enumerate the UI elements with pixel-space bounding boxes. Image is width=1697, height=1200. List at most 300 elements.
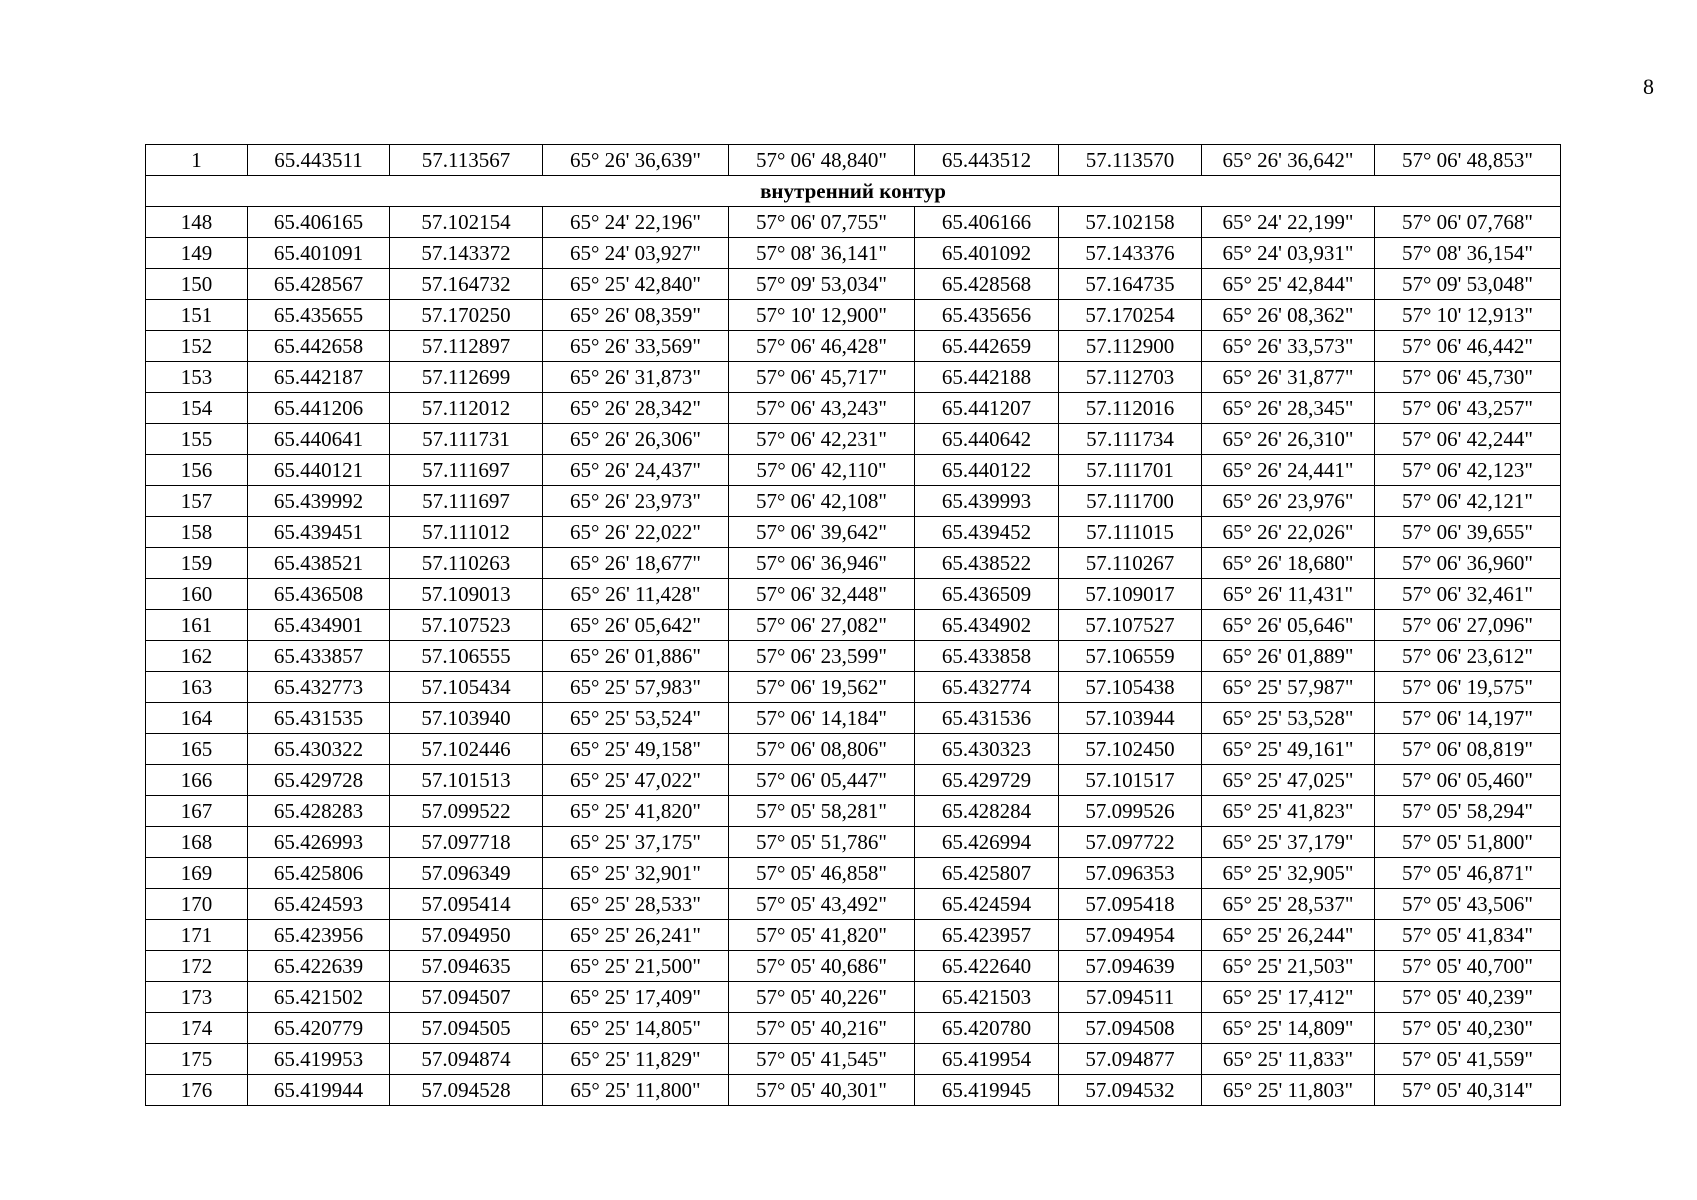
table-cell: 57.107523 <box>390 610 543 641</box>
table-cell: 65.429729 <box>915 765 1059 796</box>
table-cell: 57° 06' 36,946" <box>729 548 915 579</box>
table-cell: 65° 26' 18,680" <box>1202 548 1375 579</box>
table-cell: 57.099526 <box>1059 796 1202 827</box>
table-row <box>146 207 1561 238</box>
table-cell: 65° 25' 42,840" <box>543 269 729 300</box>
table-cell: 57° 05' 43,492" <box>729 889 915 920</box>
table-row <box>146 362 1561 393</box>
table-cell: 65° 25' 21,500" <box>543 951 729 982</box>
table-cell: 65° 26' 23,976" <box>1202 486 1375 517</box>
table-cell: 65° 25' 57,987" <box>1202 672 1375 703</box>
table-cell: 65° 25' 53,524" <box>543 703 729 734</box>
table-cell: 65° 25' 41,820" <box>543 796 729 827</box>
table-cell: 57.096353 <box>1059 858 1202 889</box>
table-cell: 57.107527 <box>1059 610 1202 641</box>
table-cell: 65.432774 <box>915 672 1059 703</box>
table-cell: 57.111734 <box>1059 424 1202 455</box>
table-cell: 57° 06' 48,853" <box>1375 145 1561 176</box>
table-cell: 57° 05' 51,800" <box>1375 827 1561 858</box>
table-cell: 65.439993 <box>915 486 1059 517</box>
table-cell: 65.419953 <box>248 1044 390 1075</box>
table-cell: 65.421503 <box>915 982 1059 1013</box>
table-cell: 57.112897 <box>390 331 543 362</box>
table-cell: 57.111697 <box>390 486 543 517</box>
table-cell: 57.094639 <box>1059 951 1202 982</box>
table-cell: 65° 25' 26,244" <box>1202 920 1375 951</box>
table-row <box>146 951 1561 982</box>
table-cell: 57° 06' 19,562" <box>729 672 915 703</box>
table-row <box>146 1044 1561 1075</box>
table-cell: 65° 25' 37,175" <box>543 827 729 858</box>
table-cell: 57.170250 <box>390 300 543 331</box>
table-cell: 57.105434 <box>390 672 543 703</box>
table-row <box>146 858 1561 889</box>
table-cell: 57° 06' 46,442" <box>1375 331 1561 362</box>
table-cell: 57.094505 <box>390 1013 543 1044</box>
table-cell: 170 <box>146 889 248 920</box>
table-cell: 65° 26' 11,428" <box>543 579 729 610</box>
table-cell: 65.428283 <box>248 796 390 827</box>
table-cell: 65° 26' 18,677" <box>543 548 729 579</box>
table-cell: 65.442658 <box>248 331 390 362</box>
table-cell: 65° 25' 11,803" <box>1202 1075 1375 1106</box>
table-cell: 65° 25' 49,158" <box>543 734 729 765</box>
table-cell: 65.425806 <box>248 858 390 889</box>
table-row <box>146 1075 1561 1106</box>
table-cell: 65.433857 <box>248 641 390 672</box>
table-row <box>146 982 1561 1013</box>
table-cell: 65.439451 <box>248 517 390 548</box>
table-cell: 57.094528 <box>390 1075 543 1106</box>
table-cell: 57° 05' 40,700" <box>1375 951 1561 982</box>
table-row <box>146 393 1561 424</box>
table-cell: 57.094507 <box>390 982 543 1013</box>
table-cell: 65° 25' 41,823" <box>1202 796 1375 827</box>
table-row <box>146 734 1561 765</box>
table-cell: 65.406166 <box>915 207 1059 238</box>
table-cell: 57.143376 <box>1059 238 1202 269</box>
table-cell: 171 <box>146 920 248 951</box>
table-cell: 57.094874 <box>390 1044 543 1075</box>
table-cell: 57° 06' 07,755" <box>729 207 915 238</box>
table-cell: 65.420780 <box>915 1013 1059 1044</box>
table-cell: 65.428567 <box>248 269 390 300</box>
table-cell: 57° 05' 40,216" <box>729 1013 915 1044</box>
table-cell: 57° 06' 45,730" <box>1375 362 1561 393</box>
table-cell: 57° 05' 51,786" <box>729 827 915 858</box>
table-cell: 65.438522 <box>915 548 1059 579</box>
table-cell: 65.422640 <box>915 951 1059 982</box>
table-cell: 57° 06' 43,257" <box>1375 393 1561 424</box>
table-cell: 65° 26' 22,022" <box>543 517 729 548</box>
table-cell: 57.113570 <box>1059 145 1202 176</box>
table-row <box>146 703 1561 734</box>
table-cell: 57.094635 <box>390 951 543 982</box>
table-cell: 57° 05' 58,281" <box>729 796 915 827</box>
table-cell: 57.105438 <box>1059 672 1202 703</box>
table-cell: 57.103944 <box>1059 703 1202 734</box>
table-cell: 57.111731 <box>390 424 543 455</box>
table-cell: 57.097722 <box>1059 827 1202 858</box>
table-cell: 65.421502 <box>248 982 390 1013</box>
table-cell: 65° 26' 28,342" <box>543 393 729 424</box>
table-cell: 65° 26' 22,026" <box>1202 517 1375 548</box>
table-cell: 57° 06' 42,123" <box>1375 455 1561 486</box>
table-row <box>146 331 1561 362</box>
table-cell: 65.430322 <box>248 734 390 765</box>
table-cell: 65° 26' 08,362" <box>1202 300 1375 331</box>
table-cell: 65.440641 <box>248 424 390 455</box>
table-cell: 57° 06' 19,575" <box>1375 672 1561 703</box>
table-cell: 65° 25' 53,528" <box>1202 703 1375 734</box>
table-cell: 174 <box>146 1013 248 1044</box>
table-cell: 65.434902 <box>915 610 1059 641</box>
table-cell: 65.426994 <box>915 827 1059 858</box>
section-header <box>146 176 1561 207</box>
table-cell: 65° 25' 11,833" <box>1202 1044 1375 1075</box>
table-cell: 173 <box>146 982 248 1013</box>
table-cell: 57.109017 <box>1059 579 1202 610</box>
table-cell: 65° 25' 14,805" <box>543 1013 729 1044</box>
table-row <box>146 765 1561 796</box>
table-cell: 57° 06' 32,461" <box>1375 579 1561 610</box>
table-row <box>146 889 1561 920</box>
table-cell: 57° 06' 46,428" <box>729 331 915 362</box>
table-cell: 57.111701 <box>1059 455 1202 486</box>
table-cell: 57° 05' 40,230" <box>1375 1013 1561 1044</box>
table-cell: 57° 06' 05,447" <box>729 765 915 796</box>
table-cell: 65.424593 <box>248 889 390 920</box>
table-row <box>146 827 1561 858</box>
table-cell: 57° 06' 27,082" <box>729 610 915 641</box>
table-cell: 65.440642 <box>915 424 1059 455</box>
table-cell: 57° 05' 46,871" <box>1375 858 1561 889</box>
section-row <box>146 176 1561 207</box>
table-cell: 57.112900 <box>1059 331 1202 362</box>
table-cell: 57° 06' 48,840" <box>729 145 915 176</box>
table-cell: 57.111700 <box>1059 486 1202 517</box>
table-cell: 164 <box>146 703 248 734</box>
table-cell: 57.143372 <box>390 238 543 269</box>
table-cell: 57.099522 <box>390 796 543 827</box>
table-cell: 65.434901 <box>248 610 390 641</box>
table-cell: 57.112699 <box>390 362 543 393</box>
table-cell: 57.095414 <box>390 889 543 920</box>
table-cell: 57° 05' 40,686" <box>729 951 915 982</box>
coordinates-table <box>145 144 1561 1106</box>
table-cell: 65° 26' 05,642" <box>543 610 729 641</box>
table-cell: 65° 26' 31,873" <box>543 362 729 393</box>
table-cell: 65° 25' 21,503" <box>1202 951 1375 982</box>
table-row <box>146 300 1561 331</box>
table-cell: 57° 06' 42,108" <box>729 486 915 517</box>
table-cell: 65.426993 <box>248 827 390 858</box>
table-cell: 57° 10' 12,900" <box>729 300 915 331</box>
table-cell: 65.440122 <box>915 455 1059 486</box>
table-cell: 65° 24' 03,931" <box>1202 238 1375 269</box>
table-cell: 65.406165 <box>248 207 390 238</box>
table-cell: 57° 05' 40,314" <box>1375 1075 1561 1106</box>
rows-before <box>146 145 1561 176</box>
table-cell: 159 <box>146 548 248 579</box>
table-cell: 65.401092 <box>915 238 1059 269</box>
table-cell: 65° 26' 24,437" <box>543 455 729 486</box>
table-cell: 57° 05' 43,506" <box>1375 889 1561 920</box>
table-cell: 65° 26' 23,973" <box>543 486 729 517</box>
table-row <box>146 238 1561 269</box>
table-cell: 65° 24' 22,196" <box>543 207 729 238</box>
table-cell: 162 <box>146 641 248 672</box>
table-cell: 57° 06' 42,231" <box>729 424 915 455</box>
table-cell: 153 <box>146 362 248 393</box>
table-cell: 65.435655 <box>248 300 390 331</box>
table-cell: 149 <box>146 238 248 269</box>
table-cell: 65° 26' 05,646" <box>1202 610 1375 641</box>
table-cell: 65° 25' 28,533" <box>543 889 729 920</box>
table-cell: 57.103940 <box>390 703 543 734</box>
table-cell: 57.094508 <box>1059 1013 1202 1044</box>
table-cell: 57.112012 <box>390 393 543 424</box>
table-cell: 57° 06' 08,806" <box>729 734 915 765</box>
table-cell: 65.442188 <box>915 362 1059 393</box>
table-cell: 57° 06' 39,642" <box>729 517 915 548</box>
table-cell: 57.106555 <box>390 641 543 672</box>
table-cell: 65° 26' 24,441" <box>1202 455 1375 486</box>
table-cell: 65.401091 <box>248 238 390 269</box>
table-cell: 57.102154 <box>390 207 543 238</box>
table-cell: 57° 09' 53,034" <box>729 269 915 300</box>
table-cell: 161 <box>146 610 248 641</box>
table-cell: 65° 25' 47,025" <box>1202 765 1375 796</box>
table-cell: 158 <box>146 517 248 548</box>
table-cell: 57.164735 <box>1059 269 1202 300</box>
table-cell: 65.438521 <box>248 548 390 579</box>
table-cell: 65° 25' 32,905" <box>1202 858 1375 889</box>
table-cell: 163 <box>146 672 248 703</box>
table-cell: 57° 06' 08,819" <box>1375 734 1561 765</box>
table-cell: 65° 26' 01,889" <box>1202 641 1375 672</box>
table-cell: 57.113567 <box>390 145 543 176</box>
table-cell: 65.435656 <box>915 300 1059 331</box>
table-cell: 150 <box>146 269 248 300</box>
table-cell: 65.442187 <box>248 362 390 393</box>
table-cell: 65° 26' 28,345" <box>1202 393 1375 424</box>
table-cell: 65° 25' 26,241" <box>543 920 729 951</box>
table-cell: 57° 06' 42,121" <box>1375 486 1561 517</box>
table-cell: 57.111015 <box>1059 517 1202 548</box>
table-cell: 65° 26' 26,310" <box>1202 424 1375 455</box>
table-cell: 65° 26' 31,877" <box>1202 362 1375 393</box>
table-cell: 57.094511 <box>1059 982 1202 1013</box>
table-cell: 65° 24' 03,927" <box>543 238 729 269</box>
table-cell: 57° 06' 45,717" <box>729 362 915 393</box>
table-cell: 65.436508 <box>248 579 390 610</box>
table-row <box>146 672 1561 703</box>
table-cell: 65.419944 <box>248 1075 390 1106</box>
table-cell: 151 <box>146 300 248 331</box>
table-cell: 65.432773 <box>248 672 390 703</box>
table-cell: 65.443512 <box>915 145 1059 176</box>
table-cell: 57° 05' 41,834" <box>1375 920 1561 951</box>
table-cell: 160 <box>146 579 248 610</box>
table-cell: 57.102446 <box>390 734 543 765</box>
table-row <box>146 641 1561 672</box>
table-cell: 65° 25' 11,829" <box>543 1044 729 1075</box>
table-cell: 57.094532 <box>1059 1075 1202 1106</box>
table-cell: 65° 25' 37,179" <box>1202 827 1375 858</box>
table-cell: 57° 06' 23,599" <box>729 641 915 672</box>
table-cell: 57° 06' 36,960" <box>1375 548 1561 579</box>
table-row <box>146 424 1561 455</box>
table-cell: 65.428568 <box>915 269 1059 300</box>
table-cell: 57.097718 <box>390 827 543 858</box>
table-cell: 65.424594 <box>915 889 1059 920</box>
table-cell: 65.441206 <box>248 393 390 424</box>
table-cell: 65.428284 <box>915 796 1059 827</box>
table-cell: 168 <box>146 827 248 858</box>
table-cell: 65° 25' 11,800" <box>543 1075 729 1106</box>
table-cell: 65° 25' 17,412" <box>1202 982 1375 1013</box>
table-cell: 65° 26' 33,569" <box>543 331 729 362</box>
table-cell: 57.109013 <box>390 579 543 610</box>
table-cell: 65.429728 <box>248 765 390 796</box>
table-cell: 57.094950 <box>390 920 543 951</box>
table-cell: 65° 25' 14,809" <box>1202 1013 1375 1044</box>
table-cell: 65° 26' 01,886" <box>543 641 729 672</box>
table-cell: 57° 05' 41,545" <box>729 1044 915 1075</box>
table-cell: 65.441207 <box>915 393 1059 424</box>
table-row <box>146 455 1561 486</box>
table-cell: 57° 05' 41,559" <box>1375 1044 1561 1075</box>
table-row <box>146 1013 1561 1044</box>
table-row <box>146 486 1561 517</box>
table-cell: 65.419954 <box>915 1044 1059 1075</box>
table-cell: 65° 26' 11,431" <box>1202 579 1375 610</box>
table-cell: 57.164732 <box>390 269 543 300</box>
table-cell: 65.431535 <box>248 703 390 734</box>
table-cell: 65.420779 <box>248 1013 390 1044</box>
table-cell: 57° 05' 58,294" <box>1375 796 1561 827</box>
table-cell: 167 <box>146 796 248 827</box>
table-cell: 57.112703 <box>1059 362 1202 393</box>
table-row <box>146 920 1561 951</box>
table-cell: 57.094877 <box>1059 1044 1202 1075</box>
table-cell: 57° 05' 46,858" <box>729 858 915 889</box>
table-cell: 57° 06' 27,096" <box>1375 610 1561 641</box>
table-cell: 57.110263 <box>390 548 543 579</box>
table-row <box>146 145 1561 176</box>
table-cell: 65° 25' 47,022" <box>543 765 729 796</box>
table-cell: 65.430323 <box>915 734 1059 765</box>
table-cell: 57.101517 <box>1059 765 1202 796</box>
table-cell: 57° 06' 42,244" <box>1375 424 1561 455</box>
table-cell: 57° 06' 14,197" <box>1375 703 1561 734</box>
table-cell: 57° 06' 43,243" <box>729 393 915 424</box>
table-row <box>146 269 1561 300</box>
table-cell: 65° 25' 32,901" <box>543 858 729 889</box>
table-cell: 175 <box>146 1044 248 1075</box>
table-row <box>146 796 1561 827</box>
table-cell: 57.102158 <box>1059 207 1202 238</box>
table-cell: 65.423956 <box>248 920 390 951</box>
section-title: внутренний контур <box>146 176 1561 207</box>
table-row <box>146 579 1561 610</box>
table-cell: 65° 26' 36,642" <box>1202 145 1375 176</box>
table-cell: 65° 26' 36,639" <box>543 145 729 176</box>
table-row <box>146 548 1561 579</box>
rows-after <box>146 207 1561 1106</box>
table-cell: 57.111012 <box>390 517 543 548</box>
table-cell: 57° 08' 36,141" <box>729 238 915 269</box>
table-cell: 169 <box>146 858 248 889</box>
table-cell: 65.433858 <box>915 641 1059 672</box>
table-cell: 65.422639 <box>248 951 390 982</box>
table-cell: 57° 06' 05,460" <box>1375 765 1561 796</box>
table-cell: 165 <box>146 734 248 765</box>
table-cell: 57° 08' 36,154" <box>1375 238 1561 269</box>
table-cell: 57° 06' 14,184" <box>729 703 915 734</box>
table-cell: 65.442659 <box>915 331 1059 362</box>
table-cell: 65.431536 <box>915 703 1059 734</box>
table-cell: 65° 25' 57,983" <box>543 672 729 703</box>
table-cell: 65.439992 <box>248 486 390 517</box>
table-row <box>146 517 1561 548</box>
table-cell: 57.111697 <box>390 455 543 486</box>
table-cell: 156 <box>146 455 248 486</box>
table-cell: 166 <box>146 765 248 796</box>
table-cell: 148 <box>146 207 248 238</box>
table-cell: 65.436509 <box>915 579 1059 610</box>
table-cell: 65° 25' 42,844" <box>1202 269 1375 300</box>
table-cell: 65° 26' 33,573" <box>1202 331 1375 362</box>
table-row <box>146 610 1561 641</box>
table-cell: 155 <box>146 424 248 455</box>
table-cell: 57.102450 <box>1059 734 1202 765</box>
table-cell: 57° 06' 42,110" <box>729 455 915 486</box>
table-cell: 57.112016 <box>1059 393 1202 424</box>
table-cell: 57° 05' 40,226" <box>729 982 915 1013</box>
table-cell: 57.094954 <box>1059 920 1202 951</box>
table-cell: 57° 06' 07,768" <box>1375 207 1561 238</box>
table-cell: 154 <box>146 393 248 424</box>
page-number: 8 <box>1643 74 1654 99</box>
table-cell: 65.439452 <box>915 517 1059 548</box>
table-cell: 57° 05' 40,239" <box>1375 982 1561 1013</box>
table-cell: 157 <box>146 486 248 517</box>
table-cell: 1 <box>146 145 248 176</box>
table-cell: 57° 09' 53,048" <box>1375 269 1561 300</box>
table-cell: 57° 10' 12,913" <box>1375 300 1561 331</box>
table-cell: 57.096349 <box>390 858 543 889</box>
table-cell: 57° 05' 41,820" <box>729 920 915 951</box>
table-cell: 65.423957 <box>915 920 1059 951</box>
table-cell: 65° 25' 49,161" <box>1202 734 1375 765</box>
table-cell: 57° 06' 32,448" <box>729 579 915 610</box>
table-cell: 57° 06' 23,612" <box>1375 641 1561 672</box>
table-cell: 57° 05' 40,301" <box>729 1075 915 1106</box>
table-cell: 172 <box>146 951 248 982</box>
table-cell: 57° 06' 39,655" <box>1375 517 1561 548</box>
table-cell: 57.101513 <box>390 765 543 796</box>
table-cell: 65° 26' 26,306" <box>543 424 729 455</box>
table-cell: 57.110267 <box>1059 548 1202 579</box>
table-cell: 65° 25' 28,537" <box>1202 889 1375 920</box>
table-cell: 65.419945 <box>915 1075 1059 1106</box>
table-cell: 176 <box>146 1075 248 1106</box>
table-cell: 65° 26' 08,359" <box>543 300 729 331</box>
table-cell: 65.425807 <box>915 858 1059 889</box>
table-cell: 57.170254 <box>1059 300 1202 331</box>
